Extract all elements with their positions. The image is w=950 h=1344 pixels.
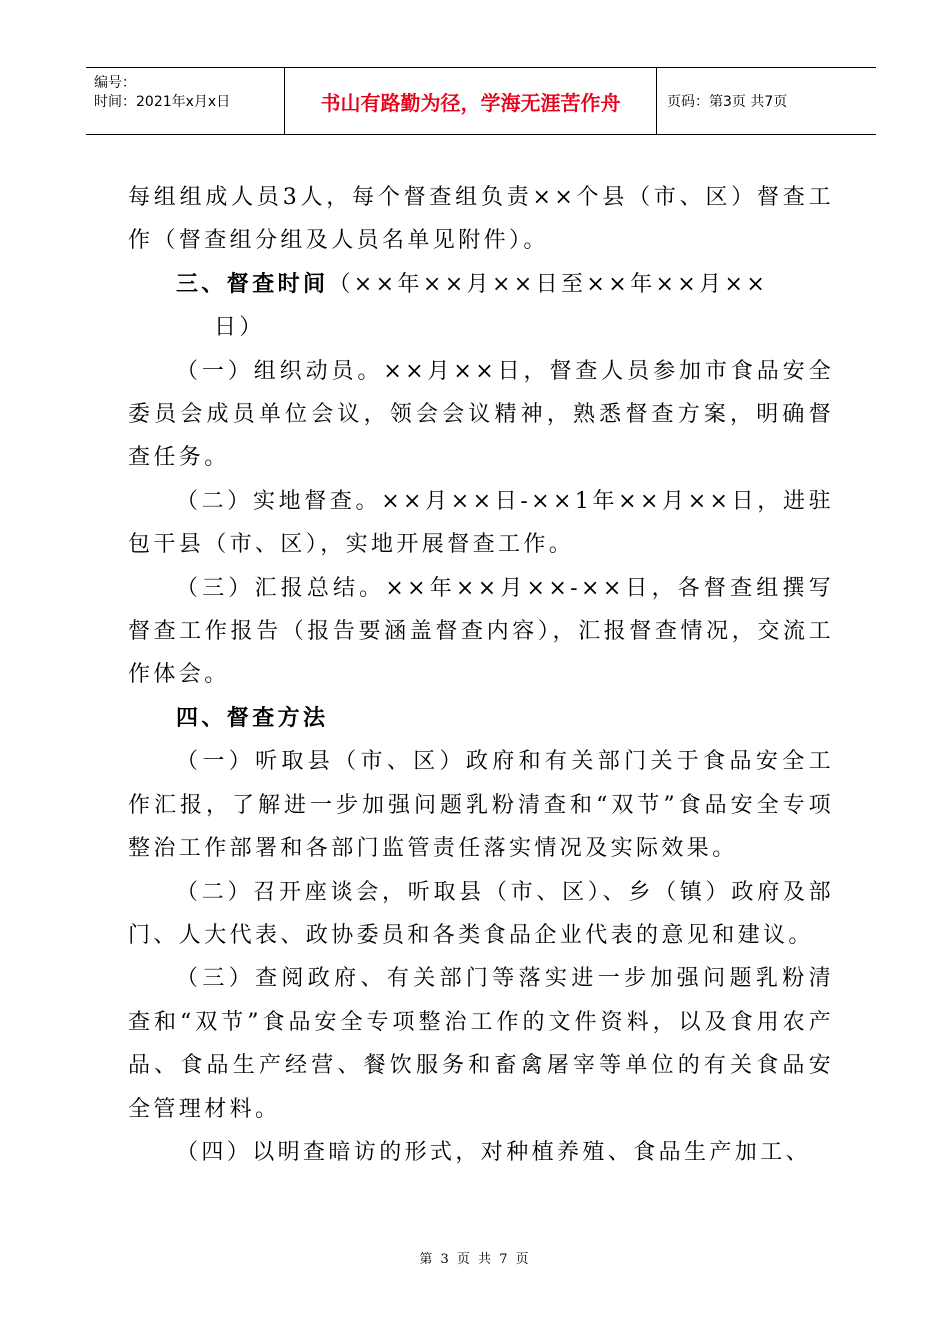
paragraph-3-2: （二）实地督查。××月××日-××1年××月××日，进驻包干县（市、区），实地开展督查工作。	[128, 488, 834, 558]
page-header	[86, 67, 876, 135]
header-meta-cell	[86, 68, 285, 134]
header-page-label: 页码：第3页 共7页	[667, 94, 788, 110]
document-body	[128, 176, 834, 1174]
paragraph-4-4: （四）以明查暗访的形式，对种植养殖、食品生产加工、	[176, 1139, 812, 1165]
section-3-title: 三、督查时间	[176, 271, 329, 297]
header-time-label: 时间：2021年x月x日	[94, 94, 231, 110]
section-3-date-range: （××年××月××日至××年××月××	[328, 271, 769, 297]
section-heading-4: 四、督查方法	[176, 705, 329, 731]
section-heading-3	[128, 263, 834, 350]
paragraph-4-1: （一）听取县（市、区）政府和有关部门关于食品安全工作汇报，了解进一步加强问题乳粉清查和“双节”食品安全专项整治工作部署和各部门监管责任落实情况及实际效果。	[128, 749, 834, 862]
paragraph-3-1: （一）组织动员。××月××日，督查人员参加市食品安全委员会成员单位会议，领会会议精神，熟悉督查方案，明确督查任务。	[128, 358, 834, 471]
header-number-label: 编号：	[94, 75, 136, 91]
page-footer: 第 3 页 共 7 页	[419, 1252, 531, 1267]
section-3-date-range-end: 日）	[214, 315, 265, 341]
paragraph-continuation: 每组组成人员3人，每个督查组负责××个县（市、区）督查工作（督查组分组及人员名单见附件）。	[128, 185, 834, 254]
paragraph-4-3: （三）查阅政府、有关部门等落实进一步加强问题乳粉清查和“双节”食品安全专项整治工作的文件资料，以及食用农产品、食品生产经营、餐饮服务和畜禽屠宰等单位的有关食品安全管理材料。	[128, 966, 834, 1122]
paragraph-4-2: （二）召开座谈会，听取县（市、区）、乡（镇）政府及部门、人大代表、政协委员和各类食品企业代表的意见和建议。	[128, 879, 834, 948]
header-motto: 书山有路勤为径，学海无涯苦作舟	[285, 68, 657, 134]
paragraph-3-3: （三）汇报总结。××年××月××-××日，各督查组撰写督查工作报告（报告要涵盖督查内容），汇报督查情况，交流工作体会。	[128, 575, 834, 688]
